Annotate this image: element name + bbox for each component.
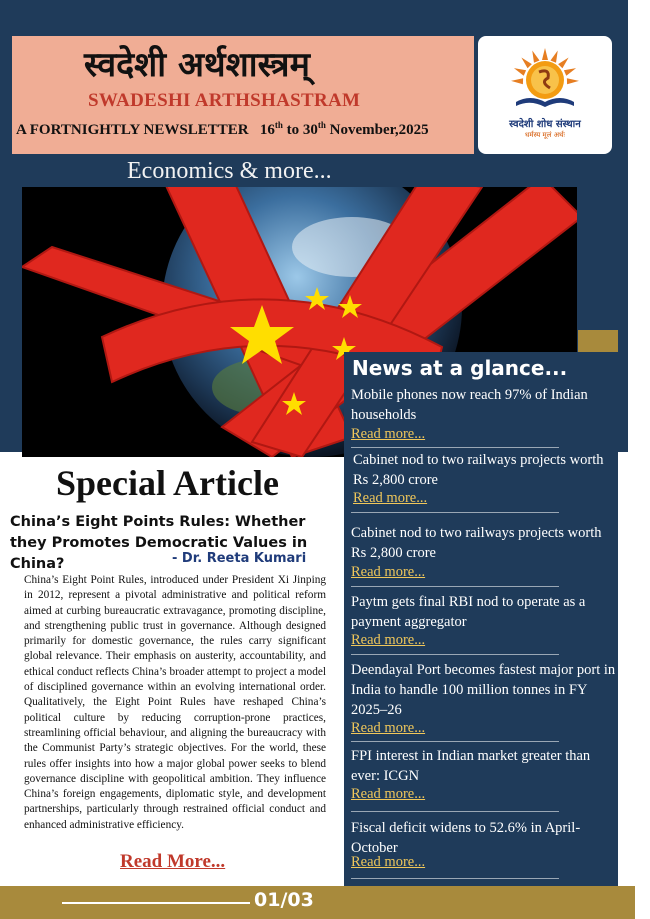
special-article-heading: Special Article [56, 463, 279, 503]
article-author: - Dr. Reeta Kumari [172, 551, 307, 566]
article-read-more-link[interactable]: Read More... [120, 851, 226, 872]
news-item-text: Cabinet nod to two railways projects worth Rs 2,800 crore [353, 452, 604, 488]
news-item-read-more-link[interactable]: Read more... [351, 632, 426, 648]
article-title: China’s Eight Points Rules: Whether they Promotes Democratic Values in China? [10, 514, 308, 572]
date-to: to [286, 122, 300, 138]
date-start-suffix: th [274, 120, 283, 130]
news-divider [351, 512, 559, 513]
news-item-text: Mobile phones now reach 97% of Indian households [351, 387, 588, 423]
news-divider [351, 741, 559, 742]
news-item-read-more-link[interactable]: Read more... [351, 564, 426, 580]
news-item-read-more-link[interactable]: Read more... [351, 786, 426, 802]
news-item-read-more-link[interactable]: Read more... [353, 490, 428, 506]
masthead-title-hindi: स्वदेशी अर्थशास्त्रम् [84, 45, 310, 85]
news-divider [351, 878, 559, 879]
news-item-read-more-link[interactable]: Read more... [351, 426, 426, 442]
newsletter-date-line [16, 120, 429, 139]
date-start-day: 16 [259, 122, 275, 138]
logo-tagline: धर्मस्य मूलं अर्थः [525, 131, 565, 139]
news-divider [351, 654, 559, 655]
date-end-suffix: th [317, 120, 326, 130]
section-tagline: Economics & more... [127, 158, 332, 184]
newsletter-label: A FORTNIGHTLY NEWSLETTER [16, 122, 249, 138]
page-number: 01/03 [254, 889, 314, 911]
news-item-text: Fiscal deficit widens to 52.6% in April-October [351, 820, 581, 856]
footer-divider-line [62, 902, 250, 904]
news-divider [351, 586, 559, 587]
news-item-text: Cabinet nod to two railways projects worth Rs 2,800 crore [351, 525, 602, 561]
news-heading: News at a glance... [352, 356, 568, 380]
news-item-text: FPI interest in Indian market greater than ever: ICGN [351, 748, 591, 784]
date-end-day: 30 [302, 122, 318, 138]
news-item-read-more-link[interactable]: Read more... [351, 854, 426, 870]
news-item-read-more-link[interactable]: Read more... [351, 720, 426, 736]
news-divider [351, 811, 559, 812]
date-month-year: November,2025 [329, 122, 429, 138]
news-divider [351, 447, 559, 448]
news-item-text: Deendayal Port becomes fastest major port in India to handle 100 million tonnes in FY 2025–26 [351, 662, 616, 718]
logo-organization-name: स्वदेशी शोध संस्थान [509, 119, 581, 130]
masthead-title-english: SWADESHI ARTHSHASTRAM [88, 90, 361, 111]
news-item-text: Paytm gets final RBI nod to operate as a payment aggregator [351, 594, 586, 630]
page-margin [628, 0, 650, 919]
article-body: China’s Eight Point Rules, introduced under President Xi Jinping in 2012, represent a pivotal administrative and political reform aimed at curbing bureaucratic extravagance, promoting discipline, and strengthening public trust in governance. Although designed primarily for domestic governance, the rules carry significant global relevance. Their emphasis on austerity, accountability, and ethical conduct reflects China’s broader attempt to project a model of disciplined governance within an evolving international order. Qualitatively, the Eight Point Rules have reshaped China’s political culture by reducing corruption-prone practices, streamlining official behaviour, and aligning the bureaucracy with the Communist Party’s strategic objectives. For the world, these rules offer insights into how a major global power seeks to blend governance discipline with geopolitical ambition. They influence China’s foreign engagements, diplomatic style, and development partnerships, particularly through restrained official conduct and enhanced administrative efficiency. [24, 574, 326, 831]
sun-book-logo-icon [506, 46, 584, 116]
